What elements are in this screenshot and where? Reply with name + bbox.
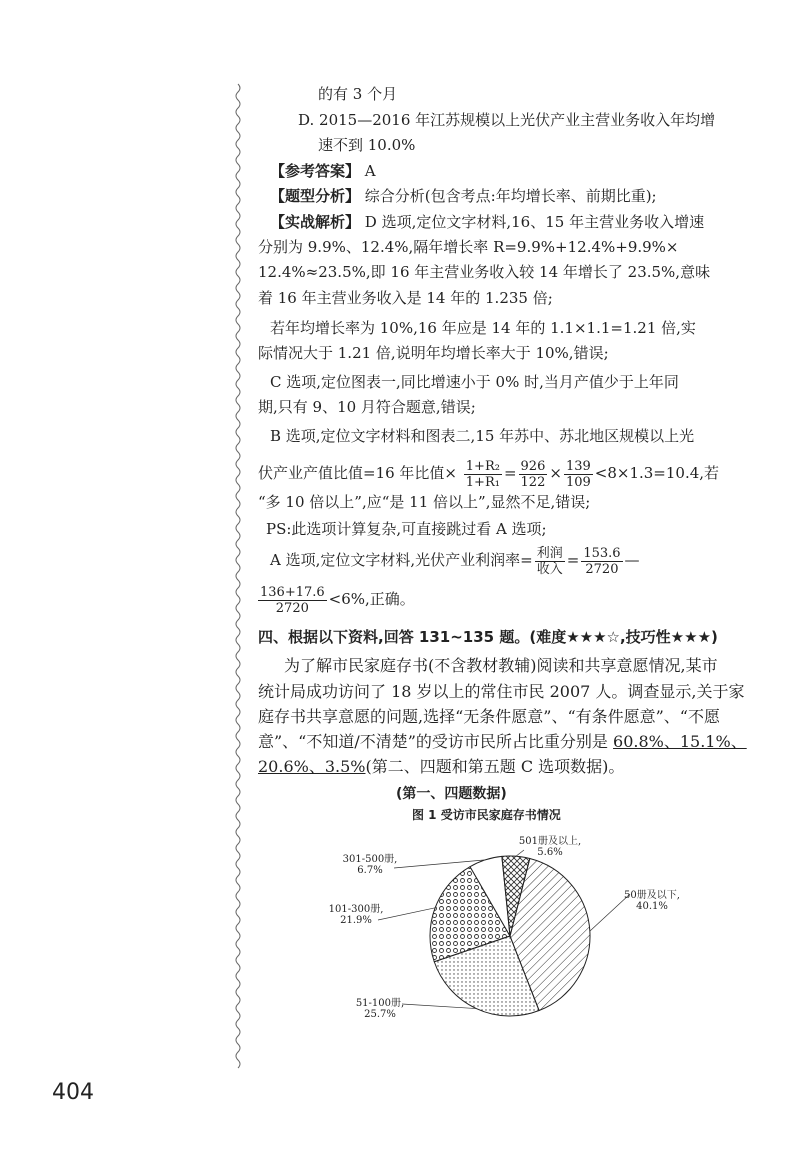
formula-text: —: [624, 551, 640, 569]
paragraph-line: [258, 757, 624, 777]
formula-line: [258, 582, 415, 616]
text-line: 际情况大于 1.21 倍,说明年均增长率大于 10%,错误;: [258, 344, 609, 362]
fraction-denominator: 2720: [585, 561, 619, 577]
fraction: [535, 546, 565, 577]
pie-leader-line: [516, 850, 524, 856]
text-line: 期,只有 9、10 月符合题意,错误;: [258, 398, 476, 416]
pie-slice-label: 501册及以上,: [518, 836, 582, 847]
pie-slice-label: 50册及以下,: [624, 890, 680, 901]
fraction-denominator: 109: [565, 474, 591, 490]
solve-text: D 选项,定位文字材料,16、15 年主营业务收入增速: [364, 213, 705, 231]
underlined-values: 60.8%、15.1%、: [613, 732, 747, 751]
fraction-denominator: 1+R₁: [465, 474, 500, 490]
margin-wavy-line: [232, 84, 244, 1064]
fraction-numerator: 926: [520, 458, 546, 474]
formula-line: [270, 543, 640, 577]
paragraph-text: (第二、四题和第五题 C 选项数据)。: [365, 757, 625, 776]
fraction-numerator: 利润: [536, 545, 563, 561]
solve-line: [270, 212, 704, 232]
paragraph-text: 意”、“不知道/不清楚”的受访市民所占比重分别是: [258, 732, 614, 751]
pie-slice-value: 6.7%: [357, 865, 383, 876]
text-line: 若年均增长率为 10%,16 年应是 14 年的 1.1×1.1=1.21 倍,实: [270, 319, 696, 337]
section-title: 四、根据以下资料,回答 131~135 题。(难度★★★☆,技巧性★★★): [258, 628, 718, 646]
text-line: C 选项,定位图表一,同比增速小于 0% 时,当月产值少于上年同: [270, 373, 679, 391]
text-line: 着 16 年主营业务收入是 14 年的 1.235 倍;: [258, 289, 553, 307]
type-value: 综合分析(包含考点:年均增长率、前期比重);: [364, 187, 657, 205]
fraction: [464, 459, 502, 490]
formula-line: [258, 456, 719, 490]
data-caption: (第一、四题数据): [396, 786, 507, 802]
formula-text: =: [503, 464, 517, 482]
fraction-denominator: 2720: [275, 600, 309, 616]
text-line: “多 10 倍以上”,应“是 11 倍以上”,显然不足,错误;: [258, 493, 591, 511]
paragraph-line: [258, 732, 747, 752]
answer-line: [270, 161, 376, 181]
page-number: 404: [52, 1080, 94, 1105]
fraction: [581, 546, 622, 577]
pie-slice-label: 51-100册,: [355, 998, 405, 1009]
type-label: 【题型分析】: [270, 187, 361, 205]
text-line: PS:此选项计算复杂,可直接跳过看 A 选项;: [266, 520, 547, 538]
fraction: [258, 585, 327, 616]
formula-text: <8×1.3=10.4,若: [594, 464, 720, 482]
paragraph-line: 庭存书共享意愿的问题,选择“无条件愿意”、“有条件愿意”、“不愿: [258, 707, 720, 726]
type-line: [270, 186, 657, 206]
formula-text: ×: [549, 464, 562, 482]
solve-label: 【实战解析】: [270, 213, 361, 231]
text-line: 12.4%≈23.5%,即 16 年主营业务收入较 14 年增长了 23.5%,意味: [258, 263, 711, 281]
text-line: 速不到 10.0%: [318, 136, 416, 154]
paragraph-line: 统计局成功访问了 18 岁以上的常住市民 2007 人。调查显示,关于家: [258, 682, 745, 701]
fraction-numerator: 153.6: [583, 545, 621, 561]
text-line: 的有 3 个月: [318, 85, 398, 103]
pie-slice-value: 40.1%: [636, 901, 668, 912]
pie-slice-label: 301-500册,: [342, 854, 398, 865]
paragraph-line: 为了解市民家庭存书(不含教材教辅)阅读和共享意愿情况,某市: [284, 656, 718, 675]
fraction-numerator: 1+R₂: [465, 458, 500, 474]
text-line: B 选项,定位文字材料和图表二,15 年苏中、苏北地区规模以上光: [270, 427, 695, 445]
fraction-numerator: 136+17.6: [260, 584, 325, 600]
fraction: [564, 459, 593, 490]
formula-text: A 选项,定位文字材料,光伏产业利润率=: [270, 551, 533, 569]
pie-slice-value: 25.7%: [364, 1009, 396, 1020]
formula-text: <6%,正确。: [328, 590, 415, 608]
answer-value: A: [364, 162, 376, 180]
fraction-denominator: 122: [520, 474, 546, 490]
pie-slice-label: 101-300册,: [328, 904, 384, 915]
text-line: 分别为 9.9%、12.4%,隔年增长率 R=9.9%+12.4%+9.9%×: [258, 238, 679, 256]
fraction-numerator: 139: [565, 458, 591, 474]
pie-chart: [328, 828, 720, 1038]
pie-leader-line: [402, 1004, 476, 1009]
pie-slice-value: 5.6%: [537, 847, 563, 858]
formula-text: 伏产业产值比值=16 年比值×: [258, 464, 457, 482]
formula-text: =: [566, 551, 580, 569]
text-line: D. 2015—2016 年江苏规模以上光伏产业主营业务收入年均增: [298, 111, 716, 129]
fraction: [519, 459, 548, 490]
pie-leader-line: [378, 908, 435, 920]
chart-title: 图 1 受访市民家庭存书情况: [412, 808, 561, 822]
underlined-values: 20.6%、3.5%: [258, 757, 366, 776]
answer-label: 【参考答案】: [270, 162, 361, 180]
pie-slice-value: 21.9%: [340, 915, 372, 926]
fraction-denominator: 收入: [536, 561, 563, 577]
